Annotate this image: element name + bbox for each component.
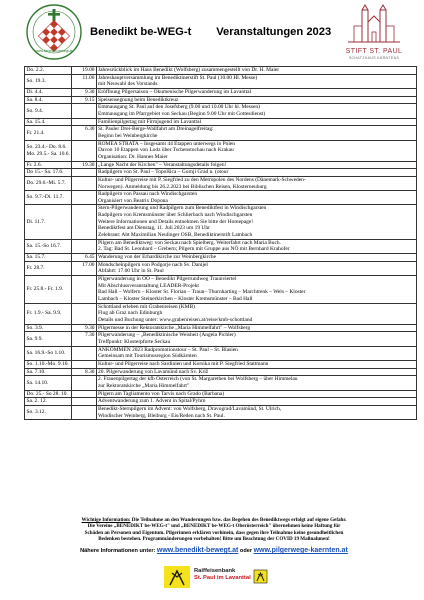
event-time: 6.45 (72, 254, 97, 262)
event-line: Pilgerwanderung – „Benediktinische Weisheit (Angela Pichler) (98, 332, 236, 339)
event-line: Organisiert von Beatrix Dopona (98, 197, 168, 204)
event-description (96, 346, 416, 360)
event-line: Pilgermesse in der Rektoratskirche „Maria Himmelfahrt" – Wolfsberg (98, 324, 251, 331)
event-date (25, 346, 72, 360)
event-description (96, 368, 416, 376)
info-text-2: Die Vereine „BENEDIKT be-WEG-t" und „BENEDIKT be-WEG-t Oberösterreich" übernehmen keine Haftung für (87, 523, 341, 530)
event-description (96, 67, 416, 75)
event-description (96, 161, 416, 169)
event-row (25, 176, 417, 190)
event-line: Davon 10 Etappen von Lodz über Tschenstochau nach Krakau (98, 147, 234, 154)
event-row (25, 261, 417, 275)
event-description (96, 261, 416, 275)
event-date-line: Di. 11.7. (26, 218, 46, 225)
event-time (72, 405, 97, 419)
event-line: Eröffnung Pilgersaison – Ökumenische Pilgerwanderung im Lavanttal (98, 88, 252, 95)
link-benedikt[interactable]: www.benedikt-bewegt.at (156, 547, 239, 554)
event-line: mit Neuwahl des Vorstands (98, 81, 158, 88)
event-line: 2. Tag: Bad St. Leonhard – Grebern; Pilgern mit Gruppe aus NÖ mit Bernhard Krahofer (98, 246, 290, 253)
event-time: 19.30 (72, 161, 97, 169)
event-date-line: Sa. 15.4. (26, 118, 46, 125)
event-line: Jahresrückblick im Haus Benedikt (Wolfsberg) zusammengestellt von Dr. H. Maier (98, 67, 280, 73)
event-row (25, 118, 417, 126)
event-date-line: Do. 25.- So 28. 10. (26, 390, 68, 397)
event-line: Treffpunkt: Klosterpforte Seckau (98, 338, 171, 345)
event-description (96, 254, 416, 262)
event-line: Benedikt-Sternpilgern im Advent: von Wolfsberg, Dravograd/Lavamünd, St. Ulrich, (98, 405, 282, 412)
event-date-line: Fr. 21.4. (26, 129, 45, 136)
event-line: Pilgern am Benediktweg: von Seckau nach Spielberg. Weiterfahrt nach Maria Buch. (98, 239, 281, 246)
event-row (25, 126, 417, 140)
event-description (96, 118, 416, 126)
event-time (72, 205, 97, 239)
event-description (96, 104, 416, 118)
event-row (25, 360, 417, 368)
stift-sub: SCHATZHAUS KÄRNTENS (348, 56, 400, 60)
event-time: 11.00 (72, 74, 97, 88)
event-time (72, 360, 97, 368)
event-line: Zelebrant: Abt Maximilian Neulinger OSB, Benediktinerstift Lambach (98, 232, 253, 239)
event-description (96, 332, 416, 346)
event-line: Bad Hall – Wolfern – Kloster St. Florian – Traun– Thurnharting – Marchtrenk – Wels – Kloster (98, 289, 306, 296)
event-date-line: Mo. 29.5.- Sa. 10.6. (26, 150, 70, 157)
event-row (25, 332, 417, 346)
event-date-line: So. 9.4. (26, 107, 44, 114)
event-date-line: So. 3.12. (26, 409, 46, 416)
event-line: St. Pauler Drei-Berge-Wallfahrt am Dreinagelfreitag: (98, 126, 214, 133)
event-description (96, 276, 416, 304)
event-row (25, 398, 417, 406)
event-line: Radpilgern von Kremsmünster über Schlierbach nach Windischgarsten (98, 212, 253, 219)
event-row (25, 140, 417, 161)
event-row (25, 376, 417, 390)
event-description (96, 140, 416, 161)
event-date (25, 405, 72, 419)
event-time: 19.00 (72, 67, 97, 75)
event-line: 2. Frauenpilgertag der kfb Österreich (von St. Margarethen bei Wolfsberg – über Himmelau (98, 376, 298, 383)
event-description (96, 376, 416, 390)
event-description (96, 239, 416, 253)
event-line: Beginn bei Weinbergkirche (98, 132, 158, 139)
event-time (72, 276, 97, 304)
event-date (25, 126, 72, 140)
event-row (25, 161, 417, 169)
event-line: Wanderung von der Erhardikirche zur Weinbergkirche (98, 254, 217, 261)
event-line: ROMEA STRATA – Insgesamt 44 Etappen unterwegs in Polen (98, 140, 235, 147)
event-line: Familienpilgertag mit Firmjugend im Lavanttal (98, 118, 201, 125)
event-date-line: Sa. 14.10. (26, 379, 49, 386)
event-time: 6.30 (72, 126, 97, 140)
event-description (96, 74, 416, 88)
event-line: Pilgerwanderung in OÖ – Benedikt Pilgerrundweg Traunviertel (98, 276, 237, 283)
event-line: Stern-Pilgerwanderung und Radpilgern zum Benediktfest in Windischgarsten (98, 205, 267, 212)
event-row (25, 390, 417, 398)
event-date-line: Di. 4.4. (26, 88, 43, 95)
benedikt-logo (24, 2, 84, 62)
event-date (25, 368, 72, 376)
events-table (24, 66, 417, 420)
event-date (25, 360, 72, 368)
event-description (96, 205, 416, 239)
event-date-line: Sa. 7.10. (26, 368, 46, 375)
event-date-line: Fr. 28.7. (26, 265, 45, 272)
event-line: Gemeinsam mit Tourismusregion Südkärnten (98, 353, 197, 360)
event-line: Lambach – Kloster Steinerkirchen – Kloster Kremsmünster – Bad Hall (98, 296, 253, 302)
event-time (72, 140, 97, 161)
event-time: 7.30 (72, 332, 97, 346)
event-description (96, 88, 416, 96)
event-date-line: Sa. 8.4. (26, 96, 43, 103)
event-row (25, 74, 417, 88)
event-description (96, 324, 416, 332)
event-time: 9.30 (72, 88, 97, 96)
event-date (25, 118, 72, 126)
event-date-line: So. 9.7.-Di. 11.7. (26, 194, 64, 201)
raiffeisen-logo (164, 565, 272, 589)
event-time (72, 303, 97, 324)
event-date (25, 176, 72, 190)
event-time (72, 346, 97, 360)
event-date-line: Do. 2.2. (26, 67, 45, 73)
bank-line-2: St. Paul im Lavanttal (194, 574, 251, 581)
event-line: Schottland erleben mit Grabenreisen (KMB) (98, 303, 195, 310)
event-row (25, 276, 417, 304)
event-description (96, 191, 416, 205)
event-date-line: Sa. 9.9. (26, 335, 43, 342)
event-date-line: Sa. 2. 12. (26, 398, 47, 405)
contact-mid: oder (238, 548, 254, 554)
event-line: Flug ab Graz nach Edinburgh (98, 310, 163, 317)
event-row (25, 324, 417, 332)
event-date (25, 161, 72, 169)
event-line: Mondscheinpilgern von Podgorje nach Sv. Danijel (98, 261, 208, 268)
event-line: Windischer Weinberg, Bleiburg - Eis/Reden nach St. Paul. (98, 412, 225, 419)
event-description (96, 405, 416, 419)
event-date (25, 104, 72, 118)
event-line: Abfahrt: 17.00 Uhr in St. Paul (98, 268, 164, 275)
stift-st-paul-logo (332, 4, 416, 62)
event-line: Organisation: Dr. Hannes Maier (98, 153, 168, 160)
event-date-line: So. 3.9. (26, 324, 44, 331)
event-time (72, 169, 97, 177)
event-row (25, 67, 417, 75)
event-date (25, 254, 72, 262)
event-time (72, 239, 97, 253)
event-line: Benediktfest am Dienstag, 11. Juli 2023 um 19 Uhr (98, 225, 210, 232)
event-row (25, 96, 417, 104)
event-date (25, 390, 72, 398)
event-date (25, 398, 72, 406)
event-date (25, 276, 72, 304)
event-line: Pilgern am Tagliamento von Tarvis nach Grado (Barbana) (98, 390, 225, 397)
event-date (25, 191, 72, 205)
event-date-line: Sa. 15.-So 16.7. (26, 243, 62, 250)
bank-line-1: Raiffeisenbank (194, 568, 236, 574)
event-time (72, 376, 97, 390)
event-time: 17.00 (72, 261, 97, 275)
event-row (25, 405, 417, 419)
event-line: zur Rektoratskirche „Maria Himmelfahrt" (98, 382, 190, 389)
event-time: 8.30 (72, 368, 97, 376)
info-block (24, 517, 404, 543)
info-text-1: Die Teilnahme an den Wanderungen bzw. das Begehen des Benediktwegs erfolgt auf eigene Gefahr. (130, 517, 347, 523)
event-date (25, 332, 72, 346)
page-title (90, 26, 330, 38)
event-description (96, 303, 416, 324)
event-description (96, 398, 416, 406)
event-row (25, 191, 417, 205)
event-line: Speisensegnung beim Benediktkreuz (98, 96, 179, 103)
event-date (25, 96, 72, 104)
event-description (96, 169, 416, 177)
event-line: Radpilgern von St. Paul – Topolšica – Gornji Grad n. (otour (98, 169, 229, 176)
event-description (96, 390, 416, 398)
event-date (25, 303, 72, 324)
info-label: Wichtige Information: (81, 517, 131, 523)
event-line: Radpilgern von Passau nach Windischgarsten (98, 191, 198, 198)
event-time (72, 398, 97, 406)
event-date-line: So. 23.4.- Do. 8.6. (26, 143, 67, 150)
event-line: „Lange Nacht der Kirchen" – Veranstaltungsdetails folgen! (98, 161, 227, 168)
event-time (72, 118, 97, 126)
event-time (72, 390, 97, 398)
title-sub: Veranstaltungen 2023 (216, 26, 332, 38)
event-line: Jahreshauptversammlung im Benediktinerstift St. Paul (10.00 Hl. Messe) (98, 74, 258, 81)
stift-name: STIFT ST. PAUL (345, 48, 403, 55)
event-row (25, 205, 417, 239)
event-date (25, 88, 72, 96)
event-line: Weitere Informationen und Details entnehmen Sie bitte der Homepage! (98, 218, 254, 225)
info-text-3: Schäden an Personen und Eigentum. Pilgerinnen erklären vorhinein, dass gegen ihre Teilnahme keine gesundheitlichen (84, 529, 344, 536)
event-date-line: Sa. 15.7. (26, 254, 46, 261)
event-time: 9.15 (72, 96, 97, 104)
event-time: 9.30 (72, 324, 97, 332)
event-row (25, 254, 417, 262)
event-line: Mit Abschlussveranstaltung LEADER-Projekt (98, 282, 199, 289)
event-row (25, 368, 417, 376)
event-row (25, 239, 417, 253)
event-description (96, 176, 416, 190)
event-line: Adventwanderung zum 1. Advent in Spital/Pyhrn (98, 398, 206, 405)
event-date-line: Sa. 16.9.-So 1.10. (26, 349, 66, 356)
event-line: Kultur- und Pilgerreise nach Sardinien und Korsika mit P. Siegfried Stattmann (98, 360, 269, 367)
event-row (25, 169, 417, 177)
event-date (25, 261, 72, 275)
event-row (25, 104, 417, 118)
event-row (25, 303, 417, 324)
event-line: Kultur- und Pilgerreise mit P. Siegfried zu den Metropolen des Nordens (Dänemark-Schweden- (98, 176, 306, 183)
header (0, 0, 424, 64)
event-date (25, 169, 72, 177)
event-date (25, 67, 72, 75)
title-main: Benedikt be-WEG-t (90, 26, 192, 38)
event-line: Emmausgang St. Paul auf den Josefsberg (9.00 und 10.00 Uhr hl. Messen) (98, 104, 260, 111)
bank-name (194, 568, 251, 581)
logo-text: www.benedikt-bewegt.at (35, 49, 73, 53)
info-text-4: Bedenken bestehen. Programmänderungen vorbehalten! Bitte um Beachtung der COVID 19 Maßnahmen! (98, 536, 330, 543)
event-time (72, 191, 97, 205)
event-line: 20. Pilgerwanderung von Lavamünd nach Sv. Križ (98, 368, 209, 375)
event-date-line: Fr. 2.6. (26, 161, 42, 168)
event-description (96, 360, 416, 368)
event-time (72, 176, 97, 190)
event-time (72, 104, 97, 118)
event-line: Details und Buchung unter: www.grabenreisen.at/reise/kmb-schottland (98, 316, 253, 323)
event-line: ANKOMMEN 2023 Radpromotionstour – St. Paul – St. Blasien (98, 346, 238, 353)
event-row (25, 88, 417, 96)
link-pilgerwege[interactable]: www.pilgerwege-kaernten.at (253, 547, 348, 554)
event-date-line: Do 15.- Sa. 17.6. (26, 169, 64, 176)
event-line: Norwegen). Anmeldung bis 26.2.2023 bei Biblischen Reisen, Klosterneuburg (98, 183, 267, 190)
event-line: Emmausgang im Pfarrgebiet von Seckau (Beginn 9.00 Uhr mit Gottesdienst) (98, 110, 266, 117)
event-date-line: Fr. 1.9.- Sa. 9.9. (26, 310, 62, 317)
event-date (25, 239, 72, 253)
event-date (25, 140, 72, 161)
event-date-line: Do. 29.6.-Mi. 5.7. (26, 180, 66, 187)
event-date-line: Fr. 25.8.- Fr. 1.9. (26, 286, 64, 293)
event-date (25, 376, 72, 390)
event-date (25, 324, 72, 332)
contact-prefix: Nähere Informationen unter: (80, 548, 157, 554)
contact-line (24, 547, 404, 554)
event-description (96, 96, 416, 104)
event-date-line: So. 19.3. (26, 77, 46, 84)
event-date (25, 74, 72, 88)
event-row (25, 346, 417, 360)
event-date (25, 205, 72, 239)
event-description (96, 126, 416, 140)
event-date-line: So. 1.10.-Mo. 9.10. (26, 360, 69, 367)
